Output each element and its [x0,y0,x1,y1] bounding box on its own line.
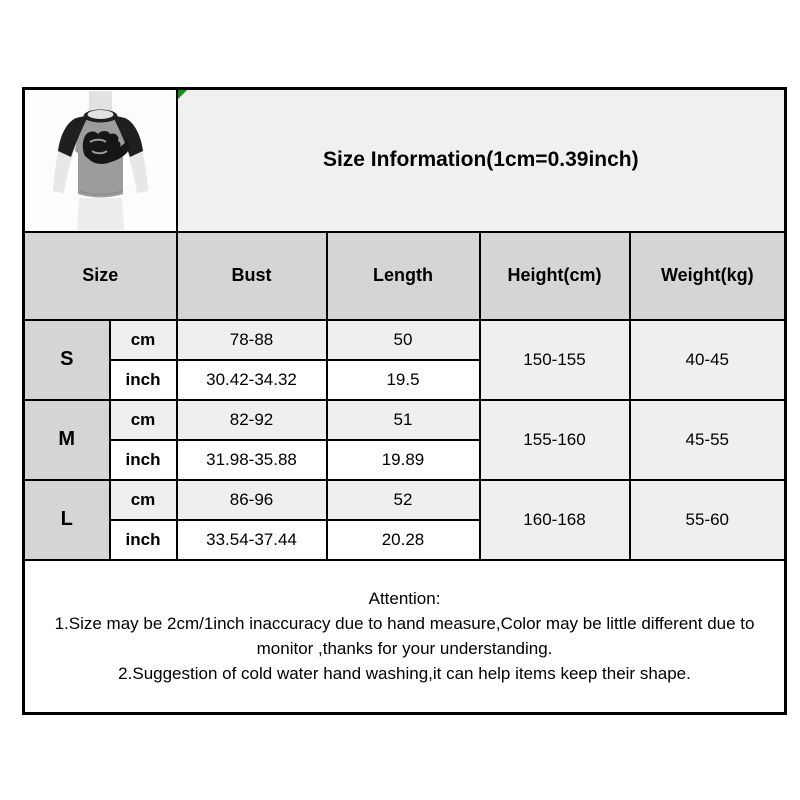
col-header-height: Height(cm) [480,232,630,320]
cell-m-length-cm: 51 [327,400,480,440]
cell-m-height: 155-160 [480,400,630,480]
unit-label-inch-s: inch [110,360,177,400]
attention-title: Attention: [368,589,441,609]
cell-s-length-inch: 19.5 [327,360,480,400]
cell-l-bust-cm: 86-96 [177,480,327,520]
cell-m-bust-cm: 82-92 [177,400,327,440]
size-chart-table [22,87,787,715]
size-label-l: L [24,480,110,560]
cell-s-length-cm: 50 [327,320,480,360]
size-info-banner [177,89,786,232]
col-header-bust: Bust [177,232,327,320]
cell-l-length-cm: 52 [327,480,480,520]
col-header-size: Size [24,232,177,320]
product-photo [25,91,176,230]
cell-s-weight: 40-45 [630,320,786,400]
size-label-s: S [24,320,110,400]
unit-label-cm-m: cm [110,400,177,440]
cell-l-weight: 55-60 [630,480,786,560]
banner-title: Size Information(1cm=0.39inch) [322,148,639,172]
green-corner-marker-icon [178,90,187,99]
attention-note [24,560,786,714]
cell-s-bust-cm: 78-88 [177,320,327,360]
size-label-m: M [24,400,110,480]
cell-l-height: 160-168 [480,480,630,560]
attention-line-1: 1.Size may be 2cm/1inch inaccuracy due to hand measure,Color may be little different due to monitor ,thanks for your understanding. [54,614,755,659]
col-header-weight: Weight(kg) [630,232,786,320]
attention-line-2: 2.Suggestion of cold water hand washing,it can help items keep their shape. [118,664,691,684]
cell-m-bust-inch: 31.98-35.88 [177,440,327,480]
cell-m-length-inch: 19.89 [327,440,480,480]
cell-s-height: 150-155 [480,320,630,400]
cell-m-weight: 45-55 [630,400,786,480]
cell-l-bust-inch: 33.54-37.44 [177,520,327,560]
cell-s-bust-inch: 30.42-34.32 [177,360,327,400]
col-header-length: Length [327,232,480,320]
unit-label-cm-l: cm [110,480,177,520]
cell-l-length-inch: 20.28 [327,520,480,560]
unit-label-inch-m: inch [110,440,177,480]
unit-label-inch-l: inch [110,520,177,560]
product-photo-cell [24,89,177,232]
unit-label-cm-s: cm [110,320,177,360]
